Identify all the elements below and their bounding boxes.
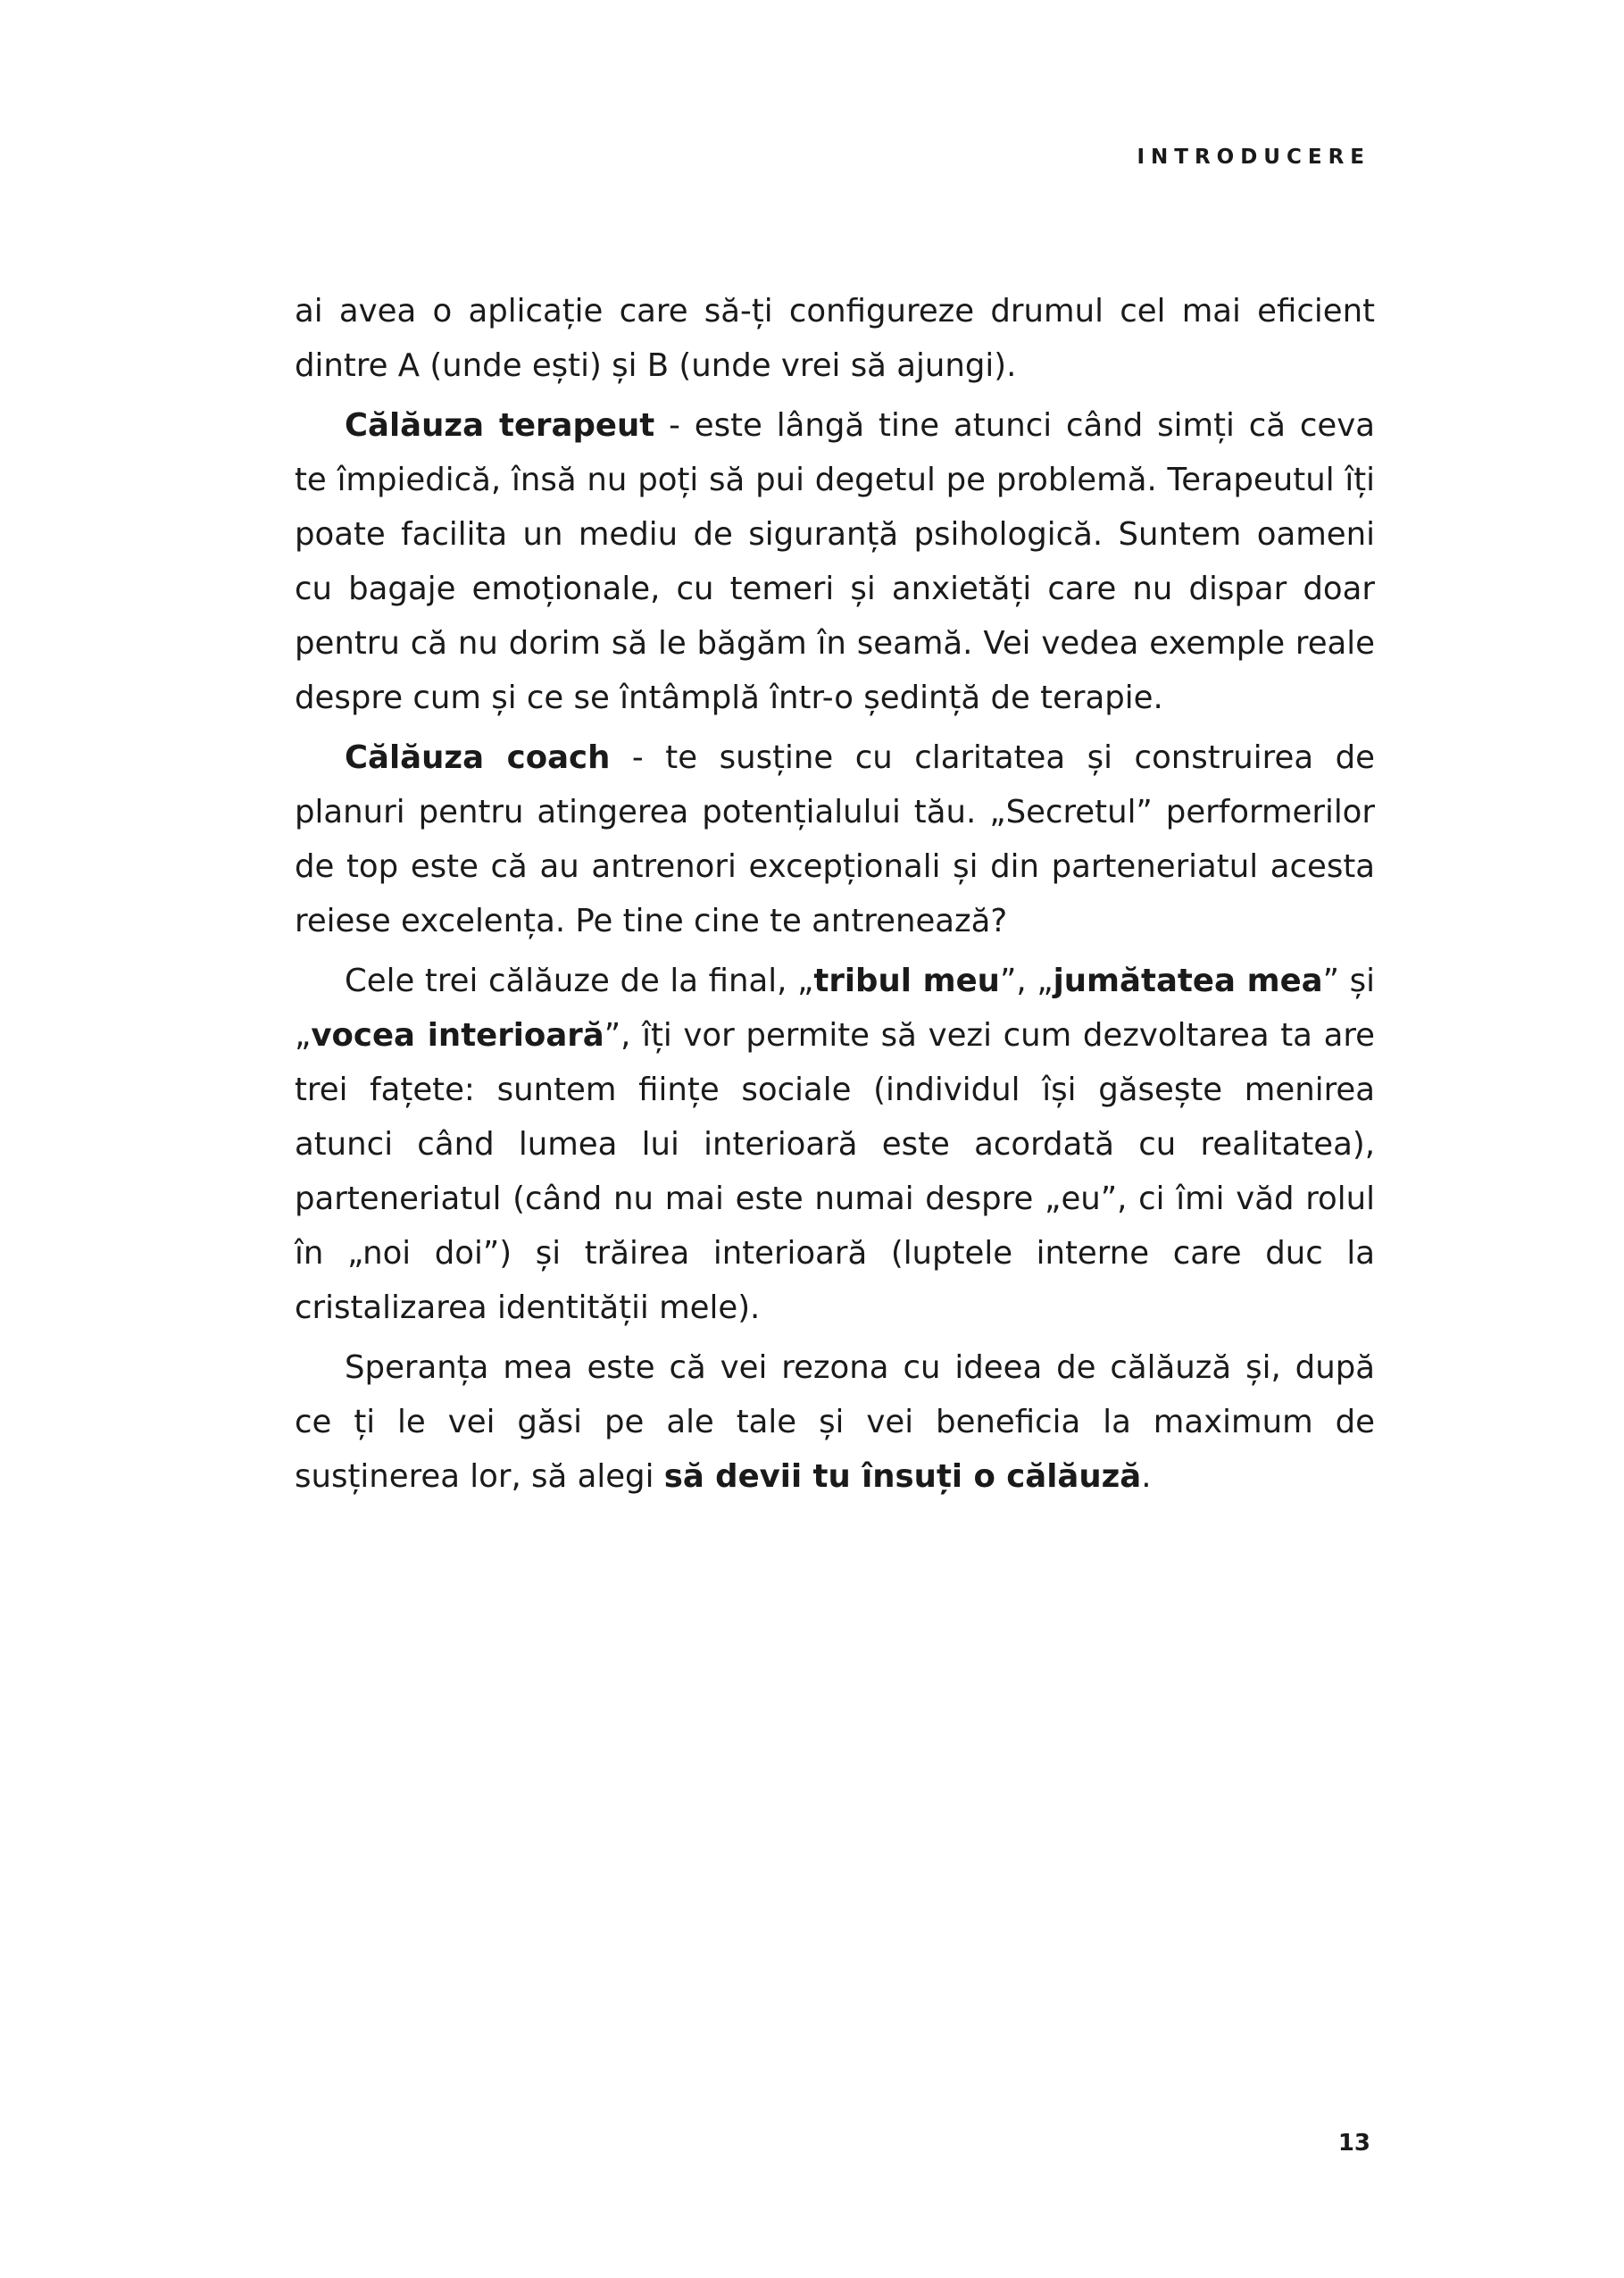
page-number: 13 — [1337, 2130, 1370, 2157]
running-head: INTRODUCERE — [1137, 146, 1370, 169]
para-3: Călăuza coach - te susține cu claritatea și construirea de planuri pentru atingerea potențialului tău. „Secretul” performerilor de top este că au antrenori excepționali și din parteneriatul acesta reiese excelența. Pe tine cine te antrenează? — [295, 739, 1375, 939]
para-4: Cele trei călăuze de la final, „tribul meu”, „jumătatea mea” și „vocea interioară”, îți vor permite să vezi cum dezvoltarea ta are trei fațete: suntem ființe sociale (individul își găsește menirea atunci când lumea lui interioară este acordată cu realitatea), parteneriatul (când nu mai este numai despre „eu”, ci îmi văd rolul în „noi doi”) și trăirea interioară (luptele interne care duc la cristalizarea identității mele). — [295, 963, 1376, 1326]
page-body — [295, 284, 1375, 1504]
para-5: Speranța mea este că vei rezona cu ideea de călăuză și, după ce ți le vei găsi pe ale tale și vei beneficia la maximum de susținerea lor, să alegi să devii tu însuți o călăuză. — [295, 1349, 1375, 1495]
para-1: ai avea o aplicație care să-ți configureze drumul cel mai eficient dintre A (unde ești) și B (unde vrei să ajungi). — [295, 293, 1375, 384]
para-2: Călăuza terapeut - este lângă tine atunci când simți că ceva te împiedică, însă nu poți să pui degetul pe problemă. Terapeutul îți poate facilita un mediu de siguranță psihologică. Suntem oameni cu bagaje emoționale, cu temeri și anxietăți care nu dispar doar pentru că nu dorim să le băgăm în seamă. Vei vedea exemple reale despre cum și ce se întâmplă într-o ședință de terapie. — [295, 407, 1376, 716]
